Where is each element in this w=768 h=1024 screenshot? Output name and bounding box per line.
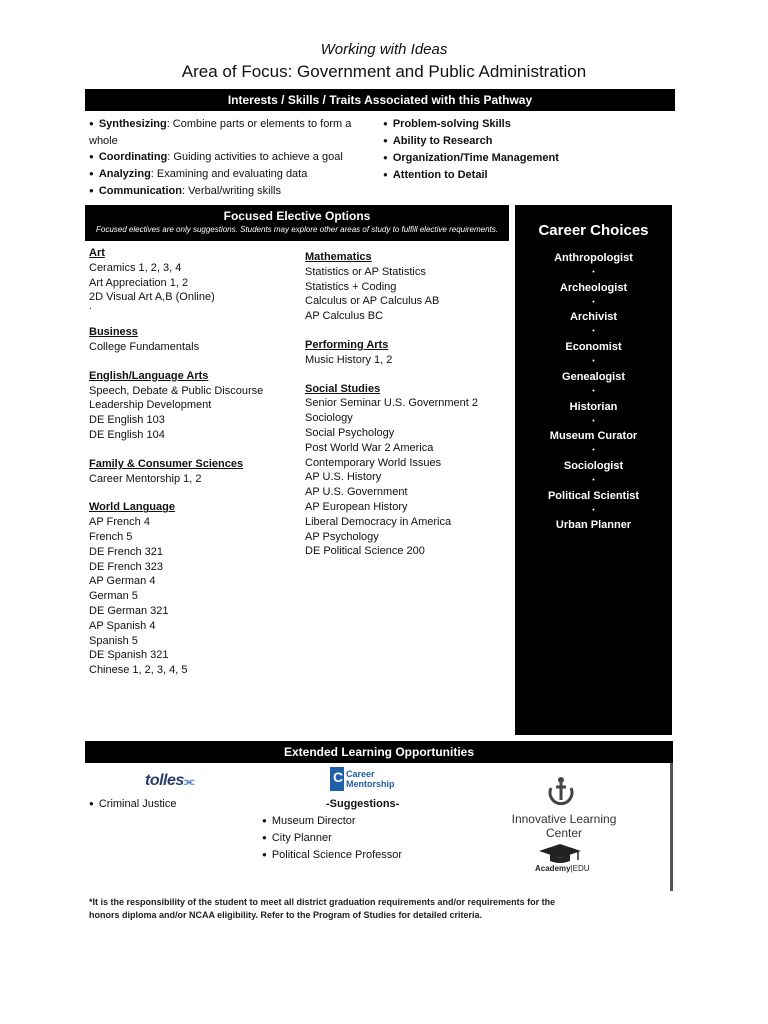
career-list (515, 251, 672, 533)
trait-item (89, 116, 379, 149)
career-separator: • (592, 328, 595, 336)
vertical-divider (670, 763, 673, 891)
course-item: Art Appreciation 1, 2 (89, 276, 189, 289)
career-separator: • (592, 447, 595, 455)
course-item: DE French 321 (89, 545, 163, 558)
footer-note: *It is the responsibility of the student to meet all district graduation requirements and/or requirements for the honors diploma and/or NCAA eligibility. Refer to the Program of Studies for detailed criteria. (89, 897, 556, 920)
tolles-logo (145, 772, 194, 790)
trait-item: ● Organization/Time Management (383, 150, 673, 167)
course-item: AP U.S. Government (305, 486, 408, 499)
trait-term: Communication (98, 185, 182, 197)
course-item: Chinese 1, 2, 3, 4, 5 (89, 664, 188, 677)
electives-note: Focused electives are only suggestions. Students may explore other areas of study to fulfill elective requirements. (96, 225, 498, 234)
course-group (89, 325, 299, 355)
trait-item (89, 149, 379, 166)
graduation-cap-icon (538, 843, 582, 865)
career-item: Historian (569, 400, 618, 413)
trait-item (89, 183, 379, 200)
course-item: Statistics or AP Statistics (305, 265, 426, 278)
course-item: DE Spanish 321 (89, 649, 169, 662)
course-group-heading: Mathematics (305, 251, 372, 263)
suggestions-list (262, 813, 402, 864)
suggestion-item: ● Political Science Professor (262, 847, 402, 864)
course-item: AP German 4 (89, 575, 156, 588)
suggestions-heading: -Suggestions- (326, 798, 400, 810)
course-item: AP Spanish 4 (89, 619, 156, 632)
course-group-heading: Social Studies (305, 382, 381, 395)
course-item: Leadership Development (89, 399, 212, 412)
career-separator: • (592, 506, 595, 514)
course-group-heading: Performing Arts (305, 338, 389, 351)
trait-desc: : Combine parts or elements to form a whole (89, 118, 352, 147)
course-item: Statistics + Coding (305, 280, 397, 293)
trait-item: ● Ability to Research (383, 133, 673, 150)
trait-term: Analyzing (98, 168, 151, 180)
electives-middle-column (305, 250, 515, 573)
course-item: Social Psychology (305, 426, 395, 439)
interests-section-bar: Interests / Skills / Traits Associated with this Pathway (85, 89, 675, 111)
course-item: French 5 (89, 530, 133, 543)
trait-term: Synthesizing (98, 118, 167, 130)
course-group (305, 338, 515, 368)
career-mentorship-logo-text: Career Mentorship (346, 769, 395, 789)
course-group (89, 500, 299, 678)
career-separator: • (592, 476, 595, 484)
course-item: AP European History (305, 500, 408, 513)
career-choices-panel (515, 205, 672, 735)
career-item: Genealogist (562, 370, 625, 383)
traits-right-list (383, 116, 673, 184)
course-item: AP Psychology (305, 530, 379, 543)
course-group-heading: Art (89, 247, 105, 259)
extended-learning-bar: Extended Learning Opportunities (85, 741, 673, 763)
course-item: 2D Visual Art A,B (Online) (89, 291, 215, 304)
course-item: Ceramics 1, 2, 3, 4 (89, 261, 182, 274)
course-group (305, 250, 515, 324)
course-item: Music History 1, 2 (305, 353, 393, 366)
course-item: Contemporary World Issues (305, 456, 442, 469)
career-separator: • (592, 358, 595, 366)
career-separator: • (592, 387, 595, 395)
career-item: Economist (565, 341, 622, 354)
trait-item (89, 166, 379, 183)
career-separator: • (592, 417, 595, 425)
electives-section-bar (85, 205, 509, 241)
career-separator: • (592, 269, 595, 276)
career-item: Urban Planner (555, 519, 632, 532)
course-item: College Fundamentals (89, 340, 200, 353)
course-item: Spanish 5 (89, 634, 138, 647)
electives-title: Focused Elective Options (223, 209, 371, 223)
course-group-heading: World Language (89, 501, 175, 514)
career-item: Archeologist (559, 281, 628, 294)
page-subtitle: Working with Ideas (320, 41, 448, 58)
course-item: Post World War 2 America (305, 441, 434, 454)
course-item: Senior Seminar U.S. Government 2 (305, 397, 479, 410)
swoosh-icon: ⫘ (183, 774, 195, 788)
traits-left-list (89, 116, 379, 200)
trait-item: ● Problem-solving Skills (383, 116, 673, 133)
course-item: AP U.S. History (305, 471, 382, 484)
course-item: DE French 323 (89, 560, 163, 573)
course-group (89, 246, 299, 313)
tolles-program-item: ● Criminal Justice (89, 798, 176, 810)
course-group (89, 457, 299, 487)
career-mentorship-logo (330, 767, 402, 795)
career-mentorship-icon: C (330, 767, 344, 791)
course-item: AP Calculus BC (305, 310, 384, 323)
course-group (89, 369, 299, 443)
tolles-logo-text: tolles (145, 772, 184, 789)
course-item: DE English 104 (89, 428, 165, 441)
course-item: Calculus or AP Calculus AB (305, 295, 440, 308)
career-item: Anthropologist (554, 252, 633, 264)
suggestion-item: ● Museum Director (262, 813, 402, 830)
stray-mark: . (89, 301, 92, 313)
trait-term: Coordinating (98, 151, 168, 163)
career-item: Political Scientist (547, 489, 640, 502)
course-item: Speech, Debate & Public Discourse (89, 384, 264, 397)
trait-item: ● Attention to Detail (383, 167, 673, 184)
course-item: German 5 (89, 590, 138, 603)
academy-edu-logo: Academy|EDU (535, 864, 590, 873)
trait-desc: : Guiding activities to achieve a goal (167, 151, 343, 163)
course-item: AP French 4 (89, 516, 150, 529)
career-item: Archivist (569, 311, 618, 324)
career-item: Sociologist (563, 459, 624, 472)
page-title: Area of Focus: Government and Public Administration (181, 62, 587, 81)
course-group-heading: Family & Consumer Sciences (89, 457, 244, 470)
course-item: DE English 103 (89, 414, 165, 427)
suggestion-item: ● City Planner (262, 830, 402, 847)
course-item: DE Political Science 200 (305, 545, 425, 558)
course-item: Career Mentorship 1, 2 (89, 472, 202, 485)
course-item: Liberal Democracy in America (305, 515, 452, 528)
trait-desc: : Verbal/writing skills (181, 185, 282, 197)
trait-desc: : Examining and evaluating data (150, 168, 308, 180)
career-item: Museum Curator (549, 430, 638, 443)
course-item: DE German 321 (89, 604, 169, 617)
career-separator: • (592, 298, 595, 306)
innovative-learning-center-logo: Innovative Learning Center (511, 812, 617, 840)
innovative-learning-center-icon (543, 774, 579, 810)
electives-left-column (89, 246, 299, 692)
course-group-heading: English/Language Arts (89, 369, 209, 382)
career-choices-title: Career Choices (538, 222, 649, 239)
course-group (305, 382, 515, 560)
course-item: Sociology (305, 412, 353, 425)
course-group-heading: Business (89, 326, 138, 339)
